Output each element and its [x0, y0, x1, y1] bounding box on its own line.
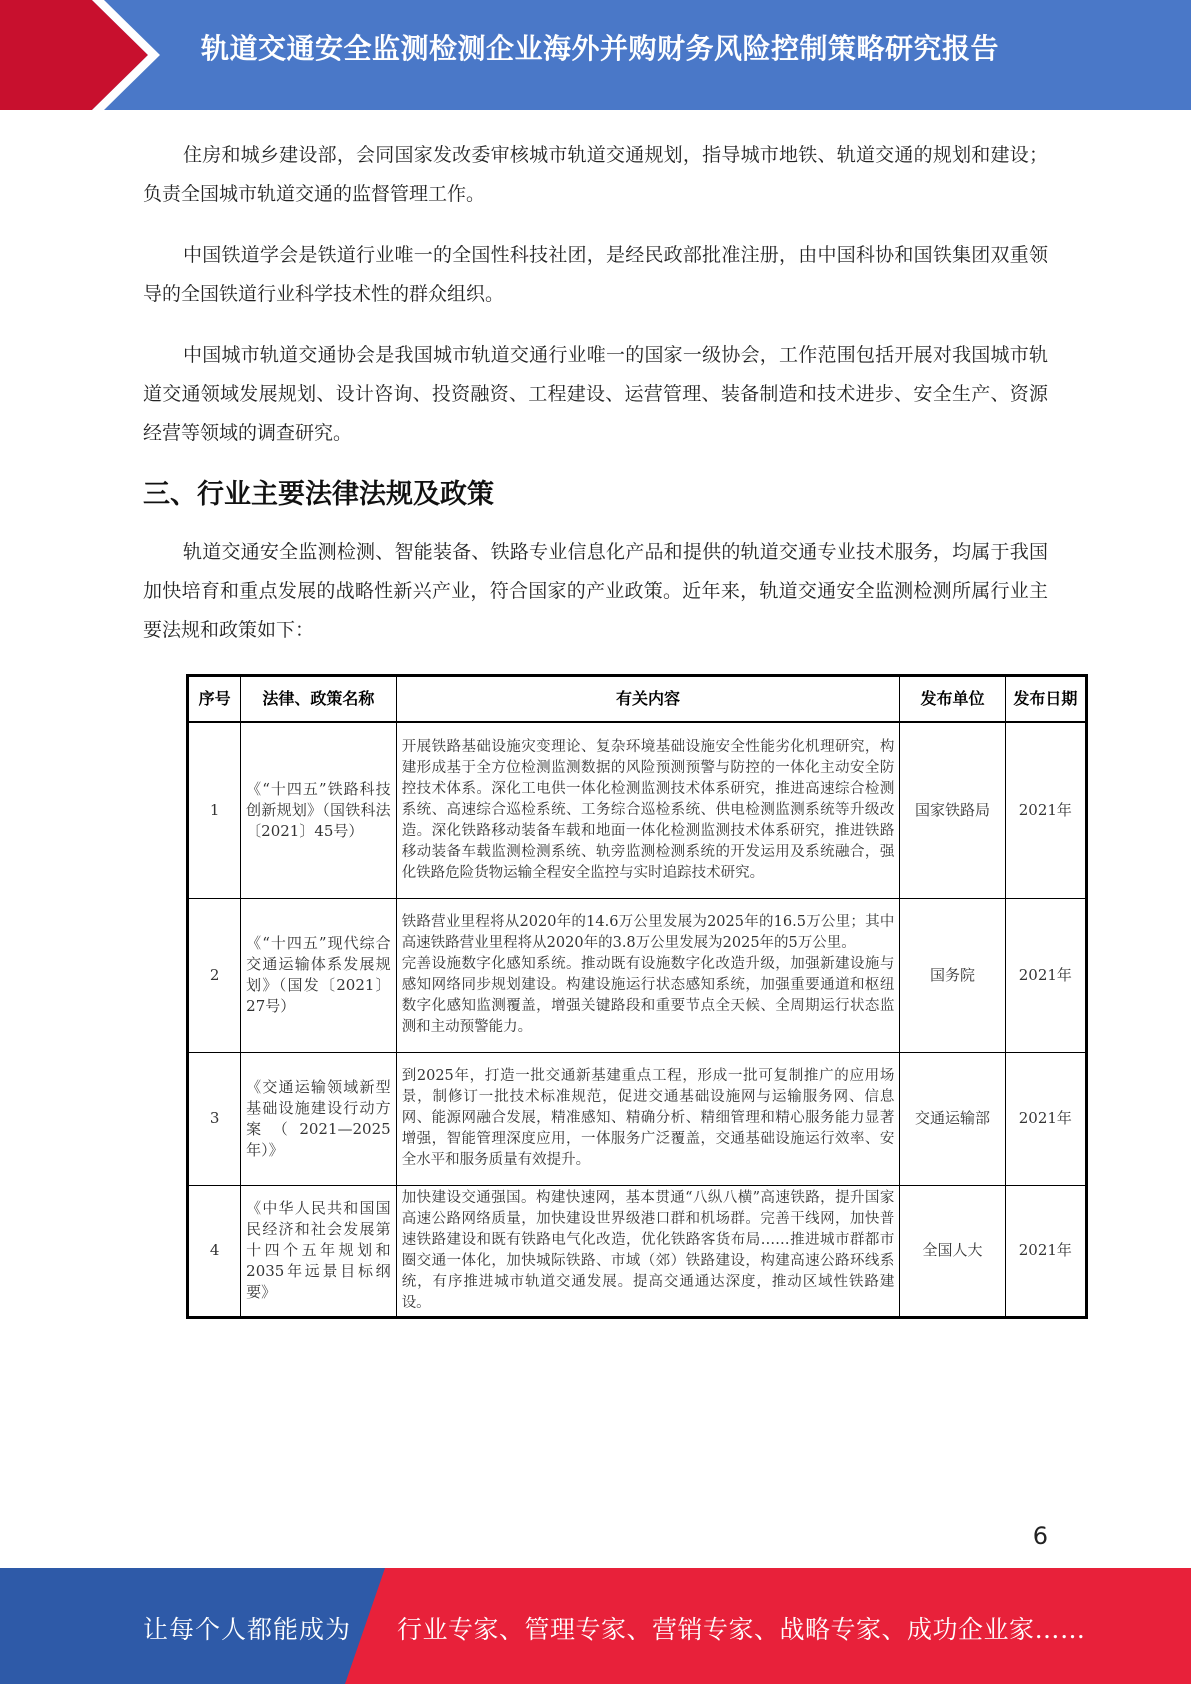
- cell-issuer: 交通运输部: [900, 1052, 1005, 1185]
- cell-num: 2: [188, 898, 241, 1052]
- cell-policy-name: 《“十四五”铁路科技创新规划》（国铁科法〔2021〕45号）: [241, 722, 397, 898]
- header-date: 发布日期: [1005, 676, 1086, 723]
- page-footer: [0, 1568, 1191, 1684]
- header-unit: 发布单位: [900, 676, 1005, 723]
- table-row: [188, 1052, 1087, 1185]
- cell-num: 4: [188, 1185, 241, 1317]
- policy-table-container: [186, 674, 1088, 1319]
- table-row: [188, 898, 1087, 1052]
- paragraph-urban-rail-association: 中国城市轨道交通协会是我国城市轨道交通行业唯一的国家一级协会，工作范围包括开展对我国城市轨道交通领域发展规划、设计咨询、投资融资、工程建设、运营管理、装备制造和技术进步、安全生产、资源经营等领域的调查研究。: [143, 344, 1048, 444]
- header-name: 法律、政策名称: [241, 676, 397, 723]
- header-arrow-decoration: [0, 0, 170, 110]
- cell-num: 3: [188, 1052, 241, 1185]
- cell-content: 铁路营业里程将从2020年的14.6万公里发展为2025年的16.5万公里；其中高速铁路营业里程将从2020年的3.8万公里发展为2025年的5万公里。 完善设施数字化感知系统。推动既有设施数字化改造升级，加强新建设施与感知网络同步规划建设。构建设施运行状态感知系统，加强重要通道和枢纽数字化感知监测覆盖，增强关键路段和重要节点全天候、全周期运行状态监测和主动预警能力。: [396, 898, 900, 1052]
- page-number: 6: [1032, 1522, 1048, 1550]
- report-title: 轨道交通安全监测检测企业海外并购财务风险控制策略研究报告: [200, 32, 999, 65]
- footer-slogan-left: 让每个人都能成为: [143, 1615, 352, 1644]
- table-header-row: [188, 676, 1087, 723]
- policy-table: [186, 674, 1088, 1319]
- cell-policy-name: 《交通运输领域新型基础设施建设行动方案（2021—2025年）》: [241, 1052, 397, 1185]
- cell-issuer: 国务院: [900, 898, 1005, 1052]
- cell-content: 开展铁路基础设施灾变理论、复杂环境基础设施安全性能劣化机理研究，构建形成基于全方位检测监测数据的风险预测预警与防控的一体化主动安全防控技术体系。深化工电供一体化检测监测技术体系研究，推进高速综合检测系统、高速综合巡检系统、工务综合巡检系统、供电检测监测系统等升级改造。深化铁路移动装备车载和地面一体化检测监测技术体系研究，推进铁路移动装备车载监测检测系统、轨旁监测检测系统的开发运用及系统融合，强化铁路危险货物运输全程安全监控与实时追踪技术研究。: [396, 722, 900, 898]
- cell-content: 加快建设交通强国。构建快速网，基本贯通“八纵八横”高速铁路，提升国家高速公路网络质量，加快建设世界级港口群和机场群。完善干线网，加快普速铁路建设和既有铁路电气化改造，优化铁路客货布局……推进城市群都市圈交通一体化，加快城际铁路、市域（郊）铁路建设，构建高速公路环线系统，有序推进城市轨道交通发展。提高交通通达深度，推动区域性铁路建设。: [396, 1185, 900, 1317]
- header-content: 有关内容: [396, 676, 900, 723]
- cell-issuer: 全国人大: [900, 1185, 1005, 1317]
- table-row: [188, 722, 1087, 898]
- section-heading: 三、行业主要法律法规及政策: [143, 479, 494, 510]
- table-row: [188, 1185, 1087, 1317]
- paragraph-housing-ministry: 住房和城乡建设部，会同国家发改委审核城市轨道交通规划，指导城市地铁、轨道交通的规划和建设；负责全国城市轨道交通的监督管理工作。: [143, 144, 1048, 205]
- page-header: [0, 0, 1191, 110]
- cell-num: 1: [188, 722, 241, 898]
- cell-date: 2021年: [1005, 1185, 1086, 1317]
- section-intro: 轨道交通安全监测检测、智能装备、铁路专业信息化产品和提供的轨道交通专业技术服务，均属于我国加快培育和重点发展的战略性新兴产业，符合国家的产业政策。近年来，轨道交通安全监测检测所属行业主要法规和政策如下：: [143, 541, 1048, 641]
- cell-date: 2021年: [1005, 898, 1086, 1052]
- cell-date: 2021年: [1005, 1052, 1086, 1185]
- cell-policy-name: 《“十四五”现代综合交通运输体系发展规划》（国发〔2021〕27号）: [241, 898, 397, 1052]
- main-content: [143, 136, 1048, 672]
- cell-policy-name: 《中华人民共和国国民经济和社会发展第十四个五年规划和2035年远景目标纲要》: [241, 1185, 397, 1317]
- paragraph-railway-society: 中国铁道学会是铁道行业唯一的全国性科技社团，是经民政部批准注册，由中国科协和国铁集团双重领导的全国铁道行业科学技术性的群众组织。: [143, 244, 1048, 305]
- cell-issuer: 国家铁路局: [900, 722, 1005, 898]
- cell-content: 到2025年，打造一批交通新基建重点工程，形成一批可复制推广的应用场景，制修订一批技术标准规范，促进交通基础设施网与运输服务网、信息网、能源网融合发展，精准感知、精确分析、精细管理和精心服务能力显著增强，智能管理深度应用，一体服务广泛覆盖，交通基础设施运行效率、安全水平和服务质量有效提升。: [396, 1052, 900, 1185]
- cell-date: 2021年: [1005, 722, 1086, 898]
- footer-slogan-right: 行业专家、管理专家、营销专家、战略专家、成功企业家……: [397, 1615, 1086, 1644]
- header-num: 序号: [188, 676, 241, 723]
